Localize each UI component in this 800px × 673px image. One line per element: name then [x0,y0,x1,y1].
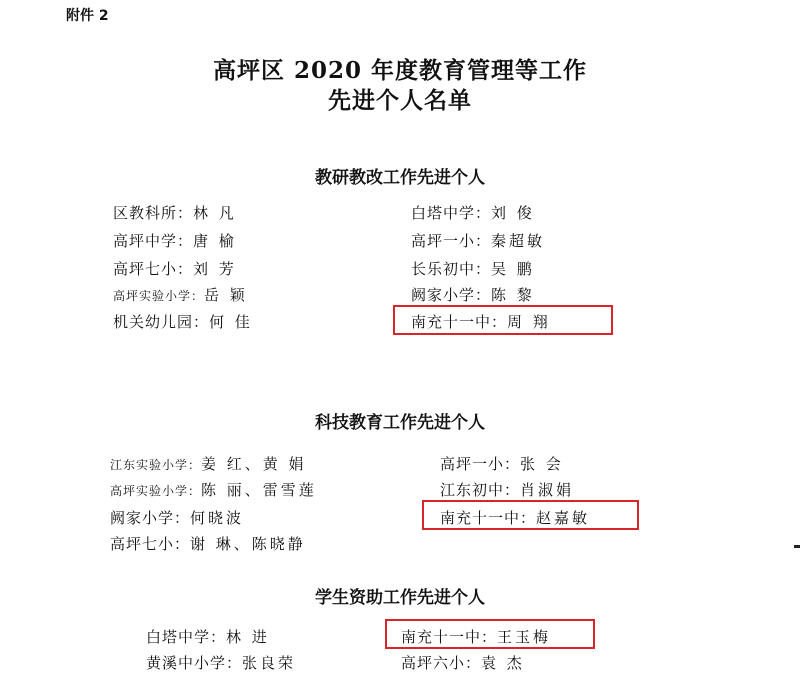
list-item [411,284,535,305]
org-label: 南充十一中： [411,313,508,331]
person-name: 肖淑娟 [520,481,575,499]
list-item [146,652,296,673]
person-name: 袁 杰 [481,654,525,672]
list-item [113,230,237,251]
person-name: 林 进 [226,628,270,646]
org-label: 南充十一中： [401,628,498,646]
org-label: 长乐初中： [411,260,492,278]
person-name: 刘 俊 [491,204,535,222]
person-name: 陈 黎 [491,286,535,304]
page-edge-mark [794,545,800,548]
attachment-label: 附件 2 [66,8,109,24]
person-name: 赵嘉敏 [536,509,591,527]
org-label: 高坪七小： [113,260,194,278]
org-label: 南充十一中： [440,509,537,527]
org-label: 黄溪中小学： [146,654,243,672]
person-name: 何 佳 [209,313,253,331]
person-name: 姜 红、黄 娟 [201,455,307,473]
list-item [411,202,535,223]
person-name: 唐 榆 [193,232,237,250]
org-label: 白塔中学： [146,628,227,646]
org-label: 江东实验小学： [110,458,202,472]
org-label: 高坪一小： [440,455,521,473]
org-label: 高坪实验小学： [110,484,202,498]
section-heading: 教研教改工作先进个人 [315,168,485,188]
org-label: 白塔中学： [411,204,492,222]
list-item [113,202,237,223]
list-item [146,626,270,647]
list-item [113,311,253,332]
org-label: 高坪七小： [110,535,191,553]
list-item [110,479,317,500]
list-item [411,311,551,332]
person-name: 陈 丽、雷雪莲 [201,481,317,499]
list-item [113,258,237,279]
person-name: 林 凡 [193,204,237,222]
section-heading: 科技教育工作先进个人 [315,413,485,433]
list-item [113,284,248,305]
person-name: 张良荣 [242,654,297,672]
org-label: 高坪实验小学： [113,289,205,303]
person-name: 刘 芳 [193,260,237,278]
section-heading: 学生资助工作先进个人 [315,588,485,608]
list-item [110,453,307,474]
org-label: 江东初中： [440,481,521,499]
person-name: 谢 琳、陈晓静 [190,535,306,553]
list-item [440,453,564,474]
org-label: 阙家小学： [411,286,492,304]
list-item [110,533,306,554]
org-label: 阙家小学： [110,509,191,527]
list-item [411,230,545,251]
person-name: 周 翔 [507,313,551,331]
org-label: 高坪六小： [401,654,482,672]
org-label: 高坪中学： [113,232,194,250]
person-name: 王玉梅 [497,628,552,646]
document-title-line1: 高坪区 2020 年度教育管理等工作 [212,57,588,84]
org-label: 区教科所： [113,204,194,222]
person-name: 张 会 [520,455,564,473]
list-item [440,479,574,500]
org-label: 高坪一小： [411,232,492,250]
list-item [411,258,535,279]
person-name: 秦超敏 [491,232,546,250]
person-name: 何晓波 [190,509,245,527]
person-name: 岳 颖 [204,286,248,304]
list-item [440,507,590,528]
list-item [401,652,525,673]
list-item [401,626,551,647]
org-label: 机关幼儿园： [113,313,210,331]
person-name: 吴 鹏 [491,260,535,278]
document-title-line2: 先进个人名单 [328,87,472,114]
list-item [110,507,244,528]
